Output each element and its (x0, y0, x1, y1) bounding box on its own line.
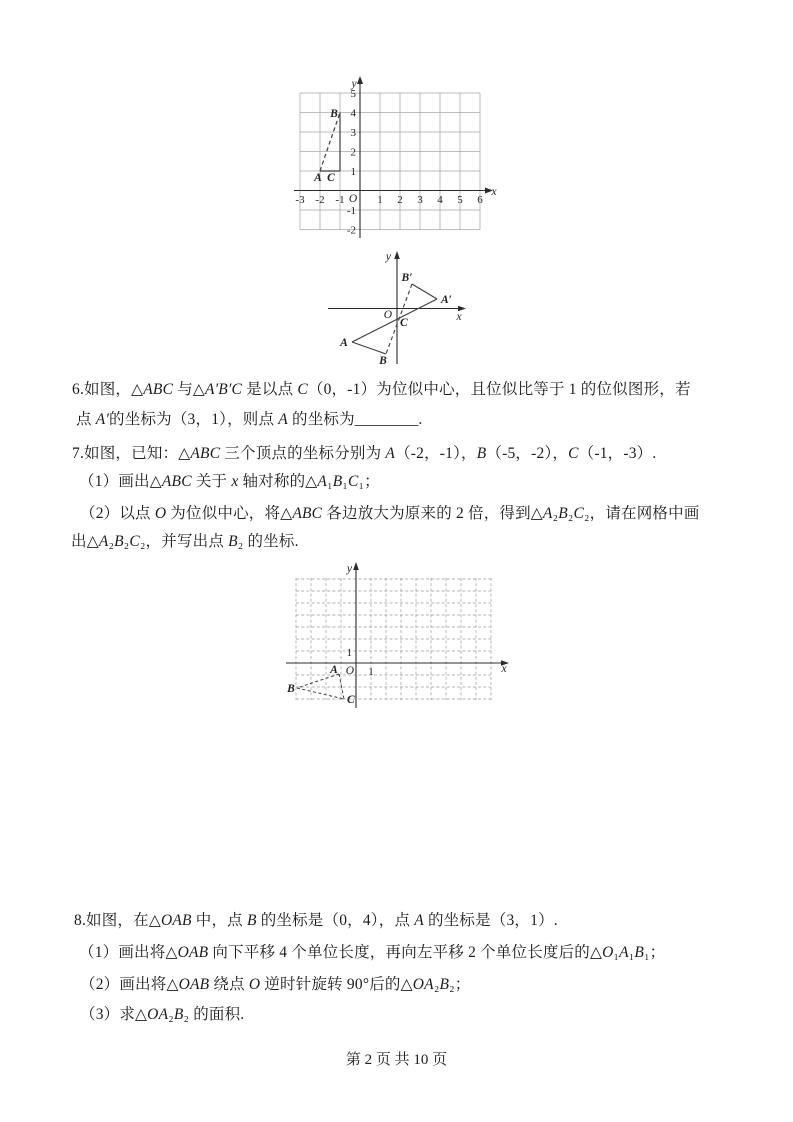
fig1-ytick--1: -1 (346, 205, 356, 217)
figure-similarity-sketch (320, 250, 480, 377)
fig1-axis-arrows (357, 76, 493, 194)
fig3-origin-label: O (345, 665, 354, 677)
fig3-x-axis-label: x (501, 663, 507, 675)
question-7-part-2-line-1: （2）以点 O 为位似中心，将△ABC 各边放大为原来的 2 倍，得到△A₂B₂C₂，请在网格中画 (80, 505, 700, 522)
fig1-ytick-2: 2 (350, 146, 356, 159)
fig1-point-c-label: C (327, 172, 335, 184)
fig3-triangle (297, 674, 344, 699)
fig1-grid (300, 93, 480, 230)
fig1-x-axis-label: x (491, 186, 497, 198)
fig1-axes (294, 81, 488, 238)
fig2-line-a-b (352, 342, 386, 354)
question-8-part-2: （2）画出将△OAB 绕点 O 逆时针旋转 90°后的△OA₂B₂； (80, 976, 471, 993)
fig1-xtick-3: 3 (417, 194, 423, 206)
fig1-xtick-1: 1 (377, 194, 383, 206)
fig1-ytick-5: 5 (350, 88, 356, 100)
fig1-ytick--2: -2 (346, 224, 356, 237)
question-6-line-2: 点 A′的坐标为（3，1），则点 A 的坐标为________. (76, 411, 423, 428)
figure-grid-triangle-abc (290, 72, 505, 249)
fig1-xtick--3: -3 (295, 194, 305, 206)
fig1-xtick-6: 6 (477, 194, 483, 206)
fig2-svg (320, 250, 480, 372)
question-8-part-3: （3）求△OA₂B₂ 的面积. (80, 1006, 245, 1023)
fig1-point-a-label: A (314, 172, 322, 184)
fig2-y-axis-label: y (385, 251, 391, 263)
fig2-point-bprime-label: B′ (401, 272, 413, 284)
fig3-svg (283, 562, 515, 714)
fig1-origin-label: O (348, 193, 358, 205)
fig3-ytick-1: 1 (346, 647, 352, 659)
fig3-letter-labels (286, 563, 507, 706)
fig2-point-b-label: B (379, 355, 387, 367)
fig3-grid (296, 578, 491, 700)
fig3-point-c-label: C (347, 694, 355, 706)
fig2-point-aprime-label: A′ (441, 294, 452, 306)
fig3-point-a-label: A (330, 664, 338, 676)
fig3-point-b-label: B (287, 683, 295, 695)
question-7-part-1: （1）画出△ABC 关于 x 轴对称的△A₁B₁C₁； (79, 473, 380, 490)
fig1-letter-labels (313, 78, 497, 205)
fig3-y-axis-label: y (346, 563, 352, 575)
fig1-triangle (320, 113, 340, 172)
question-6-line-1: 6.如图，△ABC 与△A′B′C 是以点 C（0，-1）为位似中心，且位似比等于 1 的位似图形，若 (72, 381, 691, 398)
fig1-xtick-5: 5 (457, 194, 463, 206)
question-7-part-2-line-2: 出△A₂B₂C₂，并写出点 B₂ 的坐标. (71, 533, 299, 550)
figure-dashed-grid-triangle (283, 562, 515, 719)
fig3-xtick-1: 1 (368, 666, 374, 678)
fig1-y-axis-label: y (351, 78, 357, 90)
fig1-xtick-2: 2 (397, 194, 403, 206)
fig2-point-c-label: C (400, 317, 408, 329)
fig2-point-a-label: A (340, 337, 348, 349)
fig2-origin-label: O (383, 309, 392, 321)
fig2-axes (328, 255, 461, 364)
fig2-line-bprime-aprime (412, 284, 437, 299)
fig1-xtick-4: 4 (437, 194, 443, 206)
fig2-x-axis-label: x (456, 311, 462, 323)
fig1-ytick-4: 4 (350, 107, 356, 120)
question-8-part-1: （1）画出将△OAB 向下平移 4 个单位长度，再向左平移 2 个单位长度后的△O₁A₁B₁； (79, 944, 666, 961)
question-7-line-1: 7.如图，已知：△ABC 三个顶点的坐标分别为 A（-2，-1），B（-5，-2），C（-1，-3）. (72, 445, 657, 462)
fig1-ytick-3: 3 (350, 127, 356, 139)
fig3-axis-arrows (353, 562, 509, 666)
fig1-point-b-label: B (330, 108, 338, 120)
fig2-lines (352, 284, 437, 354)
fig1-xtick--2: -2 (315, 194, 325, 206)
fig1-ytick-1: 1 (350, 166, 356, 178)
question-8-line-1: 8.如图，在△OAB 中，点 B 的坐标是（0，4），点 A 的坐标是（3，1）. (74, 912, 558, 929)
fig1-xtick--1: -1 (335, 194, 345, 206)
fig1-svg (290, 72, 505, 244)
fig2-line-a-aprime (352, 299, 437, 342)
page-footer: 第 2 页 共 10 页 (345, 1052, 448, 1068)
